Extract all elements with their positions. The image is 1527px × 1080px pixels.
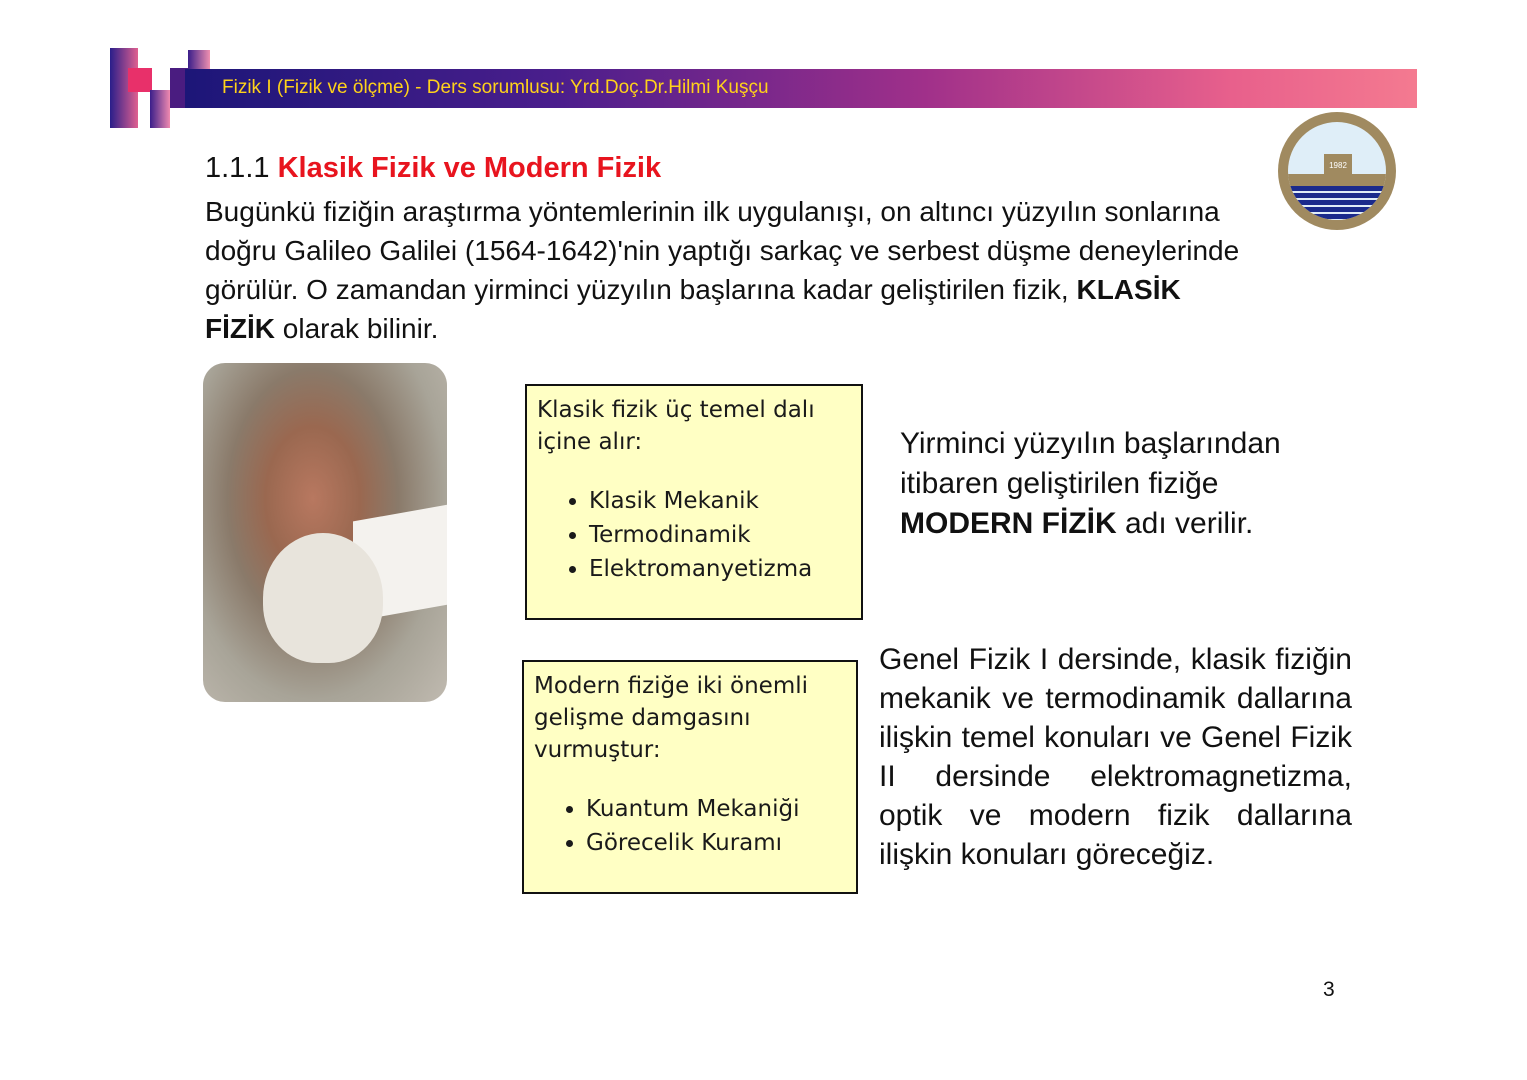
intro-bold: KLASİK FİZİK [205,274,1181,344]
intro-text: Bugünkü fiziğin araştırma yöntemlerinin ilk uygulanışı, on altıncı yüzyılın sonlarına doğru Galileo Galilei (1564-1642)'nin yaptığı sarkaç ve serbest düşme deneylerinde görülür. O zamandan yirminci yüzyılın başlarına kadar geliştirilen fizik, [205,196,1240,305]
modern-bold: MODERN FİZİK [900,507,1117,540]
modern-physics-box [522,660,858,894]
header-bar [185,69,1417,108]
classical-physics-box [525,384,863,620]
list-item: • Kuantum Mekaniği [586,792,846,826]
intro-end: olarak bilinir. [282,313,439,344]
list-item: • Görecelik Kuramı [586,826,846,860]
list-item: • Termodinamik [589,518,851,552]
list-item: • Elektromanyetizma [589,552,851,586]
section-heading: Klasik Fizik ve Modern Fizik [277,152,662,184]
box-heading: Klasik fizik üç temel dalı içine alır: [537,397,815,455]
box-heading: Modern fiziğe iki önemli gelişme damgasını vurmuştur: [534,673,809,763]
modern-physics-text [900,424,1330,544]
page-number: 3 [1323,978,1335,1001]
section-title [205,152,661,185]
list-item: • Klasik Mekanik [589,484,851,518]
modern-end: adı verilir. [1125,507,1254,540]
intro-paragraph [205,192,1245,348]
galileo-portrait [203,363,447,702]
university-logo [1278,112,1396,230]
course-paragraph: Genel Fizik I dersinde, klasik fiziğin mekanik ve termodinamik dallarına ilişkin temel konuları ve Genel Fizik II dersinde elektromagnetizma, optik ve modern fizik dallarına ilişkin konuları göreceğiz. [879,643,1352,871]
modern-text: Yirminci yüzyılın başlarından itibaren geliştirilen fiziğe [900,427,1281,500]
section-number: 1.1.1 [205,152,270,184]
header-title: Fizik I (Fizik ve ölçme) - Ders sorumlusu: Yrd.Doç.Dr.Hilmi Kuşçu [222,77,769,98]
logo-year: 1982 [1324,154,1352,176]
